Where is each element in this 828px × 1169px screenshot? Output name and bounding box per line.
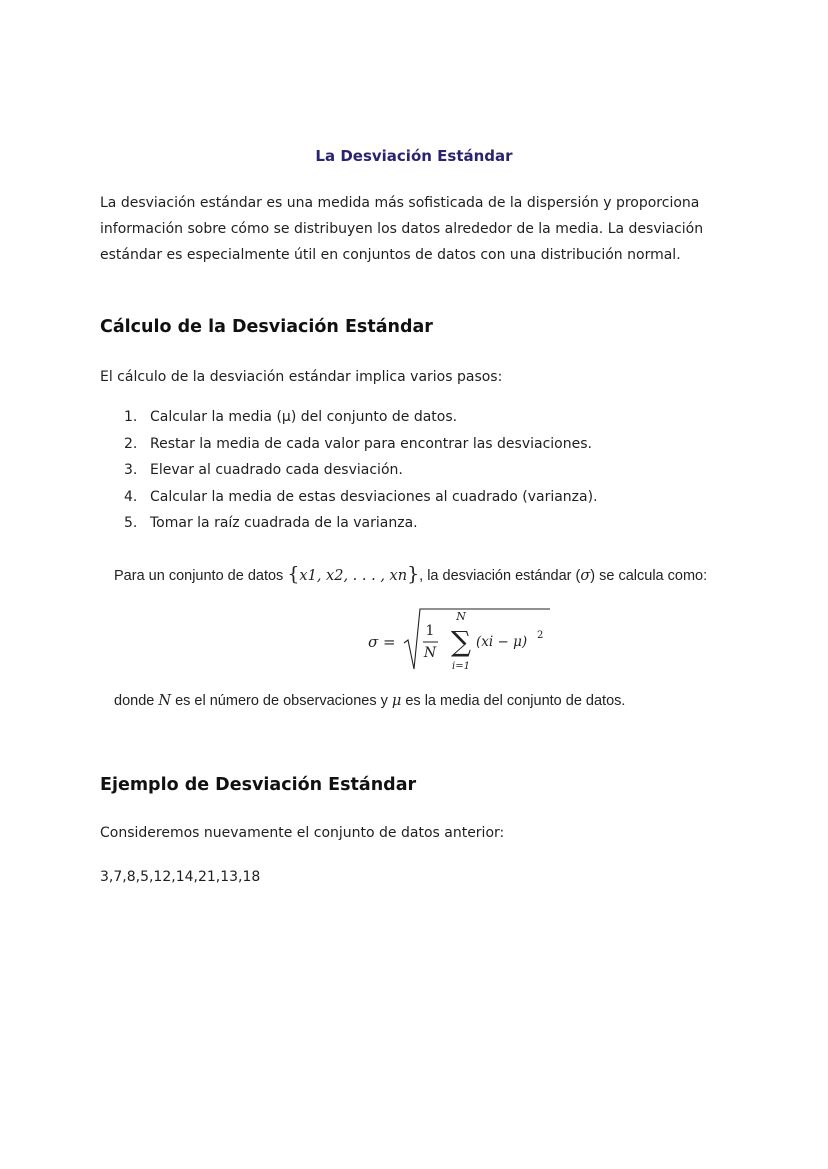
step-number: 3. [124, 462, 138, 478]
sum-lower-limit: i=1 [452, 661, 470, 672]
list-item [100, 510, 740, 537]
step-text: Elevar al cuadrado cada desviación. [150, 462, 403, 478]
formula-note [114, 693, 625, 709]
calc-lead-paragraph: El cálculo de la desviación estándar implica varios pasos: [100, 369, 503, 385]
list-item [100, 457, 740, 484]
formula-note-post: es la media del conjunto de datos. [401, 693, 626, 709]
step-text: Tomar la raíz cuadrada de la varianza. [150, 515, 418, 531]
formula-note-mid: es el número de observaciones y [171, 693, 392, 709]
step-text: Calcular la media de estas desviaciones al cuadrado (varianza). [150, 488, 598, 505]
example-lead-paragraph: Consideremos nuevamente el conjunto de datos anterior: [100, 825, 505, 841]
std-dev-equation [364, 603, 564, 683]
formula-intro-mid: , la desviación estándar ( [419, 568, 581, 584]
equation-lhs: σ = [368, 633, 396, 651]
sum-upper-limit: N [456, 610, 466, 623]
step-text: Calcular la media (μ) del conjunto de datos. [150, 409, 458, 425]
list-item [100, 404, 740, 431]
n-symbol: N [158, 693, 172, 709]
summand-term: (xi − μ) [476, 634, 528, 650]
summand-exponent: 2 [537, 630, 544, 641]
sigma-symbol: σ [580, 568, 591, 584]
intro-paragraph: La desviación estándar es una medida más sofisticada de la dispersión y proporciona información sobre cómo se distribuyen los datos alrededor de la media. La desviación estándar es especialmente útil en conjuntos de datos con una distribución normal. [100, 195, 704, 263]
fraction-numerator: 1 [425, 623, 435, 639]
document-title: La Desviación Estándar [315, 147, 513, 165]
step-text: Restar la media de cada valor para encontrar las desviaciones. [150, 435, 592, 452]
example-heading: Ejemplo de Desviación Estándar [100, 775, 417, 795]
fraction-denominator: N [423, 645, 437, 661]
data-set-expression: x1, x2, . . . , xn [299, 568, 408, 584]
set-open-brace: { [287, 563, 300, 585]
summation-symbol: ∑ [451, 625, 471, 658]
step-number: 5. [124, 515, 138, 531]
formula-intro [114, 563, 707, 585]
step-number: 2. [124, 435, 138, 452]
step-number: 1. [124, 409, 138, 425]
calc-heading: Cálculo de la Desviación Estándar [100, 317, 433, 337]
step-number: 4. [124, 488, 138, 505]
formula-intro-post: ) se calcula como: [590, 568, 708, 584]
formula-note-pre: donde [114, 693, 159, 709]
formula-intro-pre: Para un conjunto de datos [114, 568, 288, 584]
list-item [100, 484, 740, 511]
example-data-values: 3,7,8,5,12,14,21,13,18 [100, 869, 261, 885]
list-item [100, 431, 740, 458]
steps-list [100, 404, 740, 537]
mu-symbol: μ [391, 693, 402, 709]
set-close-brace: } [407, 563, 420, 585]
